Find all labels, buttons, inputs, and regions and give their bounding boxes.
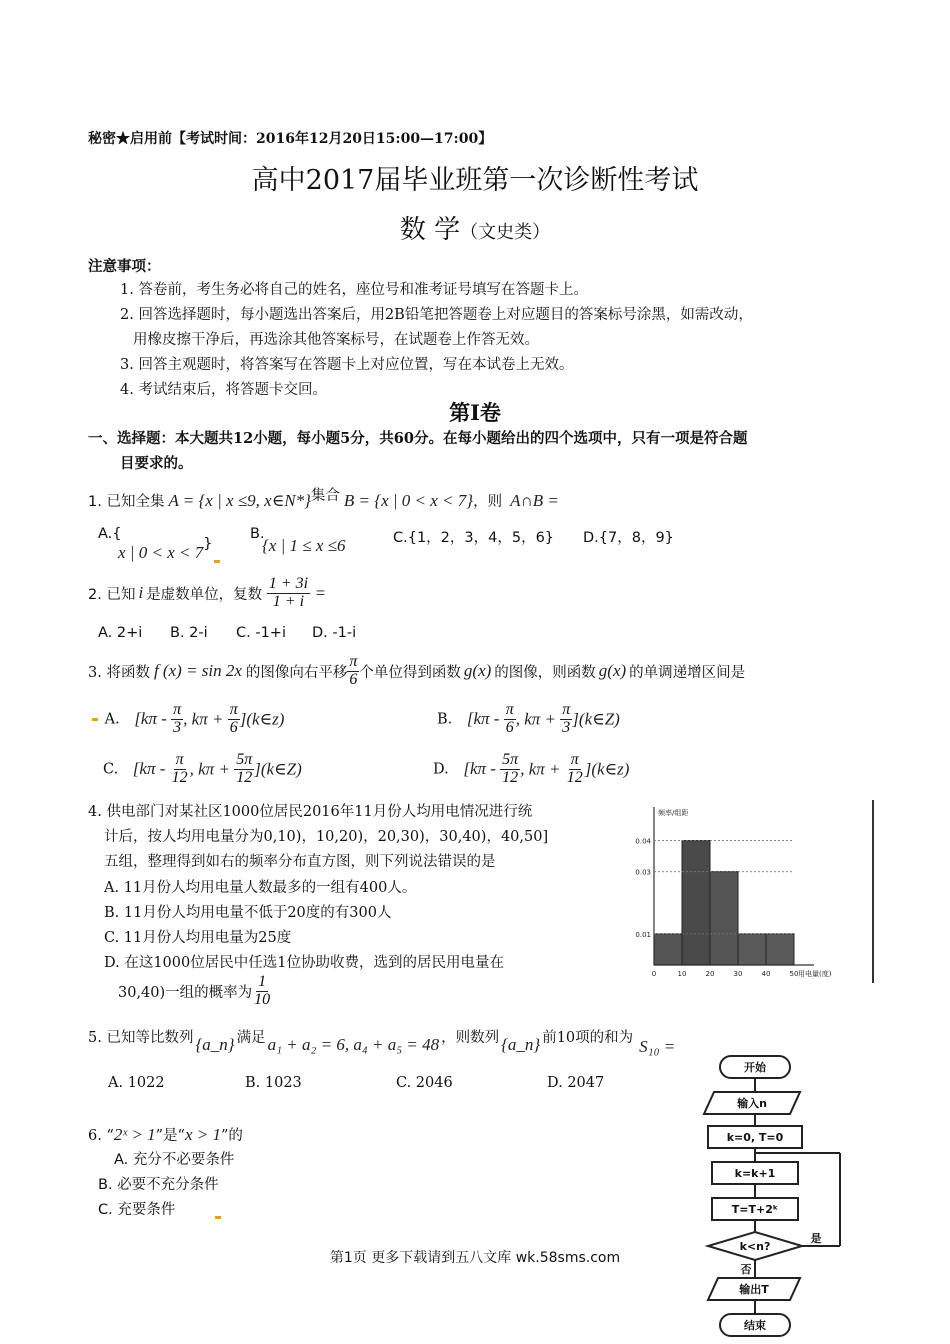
question-2-option-d: D. -1-i: [312, 625, 357, 641]
subject-type: （文史类）: [460, 222, 551, 243]
question-6-option-c: C. 充要条件: [98, 1198, 223, 1219]
question-5-option-b: B. 1023: [245, 1075, 302, 1091]
x-tick-label: 20: [705, 970, 715, 978]
x-tick-label: 50: [789, 970, 799, 978]
note-item: 1. 答卷前，考生务必将自己的姓名，座位号和准考证号填写在答题卡上。: [120, 282, 588, 298]
histogram-bar: [682, 841, 710, 965]
question-3-option-b: B. [kπ - $\frac{\pi}{6}$ , kπ + $\frac{\pi}{3}$ ](k∈Z): [437, 701, 620, 736]
scan-mark: [92, 718, 98, 721]
question-4-line2: 计后，按人均用电量分为0,10)，10,20)，20,30)，30,40)，40,50]: [104, 829, 549, 845]
note-item: 2. 回答选择题时，每小题选出答案后，用2B铅笔把答题卷上对应题目的答案标号涂黑，如需改动，: [120, 307, 753, 323]
note-item: 3. 回答主观题时，将答案写在答题卡上对应位置，写在本试卷上无效。: [120, 357, 574, 373]
y-tick-label: 0.04: [635, 837, 651, 846]
question-1-option-d: D.{7，8，9}: [583, 530, 674, 546]
page-footer: 第1页 更多下载请到五八文库 wk.58sms.com: [329, 1250, 621, 1266]
frequency-histogram: [630, 800, 876, 985]
question-3-stem: 3. 将函数 f (x) = sin 2x 的图像向右平移 $\frac{\pi}{6}$ 个单位得到函数 g(x) 的图像，则函数 g(x) 的单调递增区间是: [88, 653, 746, 688]
question-2-option-b: B. 2-i: [170, 625, 208, 641]
question-5-option-a: A. 1022: [108, 1075, 165, 1091]
question-4-option-a: A. 11月份人均用电量人数最多的一组有400人。: [104, 880, 417, 896]
question-1-option-a: A.{: [98, 526, 122, 542]
flowchart-yes-label: 是: [810, 1232, 822, 1245]
question-6-option-a: A. 充分不必要条件: [114, 1152, 235, 1168]
part-title: 第Ⅰ卷: [449, 400, 501, 425]
x-tick-label: 0: [651, 970, 657, 978]
scan-mark: [214, 560, 220, 563]
flowchart-step1-label: k=k+1: [734, 1167, 776, 1180]
flowchart-output-label: 输出T: [739, 1283, 769, 1296]
flowchart-input-label: 输入n: [737, 1097, 767, 1110]
flowchart-end-label: 结束: [744, 1319, 766, 1332]
question-4-option-c: C. 11月份人均用电量为25度: [104, 930, 292, 946]
question-4-option-d: D. 在这1000位居民中任选1位协助收费，选到的居民用电量在: [104, 955, 504, 971]
question-1-stem: 1. 已知全集 A = {x | x ≤9, x∈N*}集合 B = {x | 0 < x < 7}，则 A∩B =: [88, 488, 559, 510]
histogram-bar: [654, 934, 682, 965]
question-3-option-d: D. [kπ - $\frac{5\pi}{12}$ , kπ + $\frac{\pi}{12}$ ](k∈z): [433, 751, 630, 786]
secret-line: 秘密★启用前【考试时间：2016年12月20日15:00—17:00】: [88, 131, 493, 147]
question-4-option-b: B. 11月份人均用电量不低于20度的有300人: [104, 905, 392, 921]
question-1-option-b: B.: [250, 526, 265, 542]
question-3-option-a: A. [kπ - $\frac{\pi}{3}$ , kπ + $\frac{\pi}{6}$ ](k∈z): [90, 702, 284, 737]
question-5-stem: 5. 已知等比数列 {a_n} 满足 a₁ + a₂ = 6, a₄ + a₅ = 48 ，则数列 {a_n} 前10项的和为 S₁₀ =: [88, 1030, 676, 1056]
question-6-option-b: B. 必要不充分条件: [98, 1177, 219, 1193]
subject-name: 数 学: [399, 215, 461, 245]
exam-title: 高中2017届毕业班第一次诊断性考试: [251, 165, 699, 196]
section-heading-cont: 目要求的。: [120, 455, 193, 472]
histogram-bar: [738, 934, 766, 965]
flowchart: [690, 1052, 865, 1344]
complex-fraction: $\frac{1 + 3i}{1 + i}$: [268, 575, 309, 610]
flowchart-start-label: 开始: [744, 1061, 766, 1074]
note-item: 4. 考试结束后，将答题卡交回。: [120, 382, 327, 398]
flowchart-step2-label: T=T+2ᵏ: [731, 1203, 779, 1216]
question-2-option-c: C. -1+i: [236, 625, 286, 641]
note-item: 用橡皮擦干净后，再选涂其他答案标号，在试题卷上作答无效。: [133, 332, 539, 348]
question-5-option-c: C. 2046: [396, 1075, 453, 1091]
y-axis-label: 频率/组距: [658, 809, 689, 817]
scan-mark: [215, 1216, 221, 1219]
question-1-option-a-math: x | 0 < x < 7}: [118, 536, 222, 563]
notes-heading: 注意事项：: [88, 258, 161, 275]
x-tick-label: 30: [733, 970, 743, 978]
flowchart-no-label: 否: [740, 1263, 752, 1276]
question-3-option-c: C. [kπ - $\frac{\pi}{12}$ , kπ + $\frac{5\pi}{12}$ ](k∈Z): [103, 751, 302, 786]
x-axis-label: 用电量(度): [798, 970, 832, 978]
histogram-bar: [766, 934, 794, 965]
question-4-line3: 五组，整理得到如右的频率分布直方图，则下列说法错误的是: [104, 854, 496, 870]
y-tick-label: 0.03: [635, 868, 651, 877]
flowchart-init-label: k=0, T=0: [726, 1131, 784, 1144]
question-2-stem: 2. 已知 i 是虚数单位，复数 $\frac{1 + 3i}{1 + i}$ =: [88, 575, 327, 610]
x-tick-label: 10: [677, 970, 687, 978]
question-1-option-b-math: {x | 1 ≤ x ≤6: [262, 536, 346, 555]
histogram-bar: [710, 872, 738, 965]
x-tick-label: 40: [761, 970, 771, 978]
question-5-option-d: D. 2047: [547, 1075, 605, 1091]
question-4-option-d-cont: 30,40)一组的概率为 $\frac{1}{10}$: [118, 973, 271, 1008]
y-tick-label: 0.01: [635, 930, 651, 939]
subject-line: [0, 209, 950, 246]
flowchart-decision-label: k<n?: [739, 1240, 771, 1253]
question-2-option-a: A. 2+i: [98, 625, 143, 641]
section-heading: 一、选择题：本大题共12小题，每小题5分，共60分。在每小题给出的四个选项中，只有一项是符合题: [88, 430, 748, 447]
question-6-stem: 6. “2ˣ > 1”是“x > 1”的: [88, 1125, 243, 1144]
question-1-option-c: C.{1，2，3，4，5，6}: [393, 530, 555, 546]
question-4-line1: 4. 供电部门对某社区1000位居民2016年11月份人均用电情况进行统: [88, 804, 533, 820]
